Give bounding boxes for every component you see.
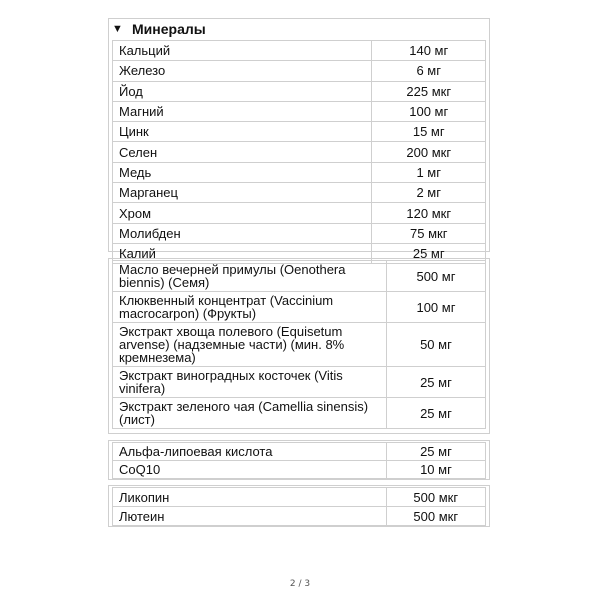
nutrient-amount: 500 мкг — [386, 488, 485, 507]
table-row — [113, 292, 486, 323]
nutrient-amount: 50 мг — [386, 323, 485, 367]
nutrient-name: Лютеин — [113, 507, 387, 526]
nutrient-amount: 25 мг — [372, 243, 486, 263]
table-row — [113, 61, 486, 81]
nutrient-amount: 225 мкг — [372, 81, 486, 101]
nutrient-name: Экстракт хвоща полевого (Equisetum arvense) (надземные части) (мин. 8% кремнезема) — [113, 323, 387, 367]
table-row — [113, 443, 486, 461]
nutrient-amount: 15 мг — [372, 122, 486, 142]
nutrient-name: Ликопин — [113, 488, 387, 507]
nutrient-name: Молибден — [113, 223, 372, 243]
table-row — [113, 203, 486, 223]
nutrient-amount: 25 мг — [386, 367, 485, 398]
nutrient-name: Хром — [113, 203, 372, 223]
table-row — [113, 323, 486, 367]
carotenoids-table — [112, 487, 486, 526]
nutrient-amount: 140 мг — [372, 41, 486, 61]
table-row — [113, 183, 486, 203]
minerals-title: Минералы — [132, 21, 206, 37]
table-row — [113, 398, 486, 429]
nutrient-amount: 25 мг — [386, 398, 485, 429]
nutrient-name: Медь — [113, 162, 372, 182]
nutrient-name: Марганец — [113, 183, 372, 203]
nutrient-amount: 1 мг — [372, 162, 486, 182]
nutrient-amount: 200 мкг — [372, 142, 486, 162]
nutrient-amount: 25 мг — [386, 443, 485, 461]
nutrient-name: Селен — [113, 142, 372, 162]
page-number: 2 / 3 — [289, 579, 311, 589]
table-row — [113, 461, 486, 479]
nutrient-name: Экстракт зеленого чая (Camellia sinensis) (лист) — [113, 398, 387, 429]
nutrient-name: Экстракт виноградных косточек (Vitis vinifera) — [113, 367, 387, 398]
table-row — [113, 261, 486, 292]
nutrient-amount: 75 мкг — [372, 223, 486, 243]
nutrient-name: Альфа-липоевая кислота — [113, 443, 387, 461]
minerals-header[interactable] — [108, 20, 488, 38]
minerals-table — [112, 40, 486, 264]
nutrient-amount: 500 мкг — [386, 507, 485, 526]
table-row — [113, 507, 486, 526]
collapse-triangle-icon[interactable]: ▼ — [112, 23, 123, 35]
nutrient-name: CoQ10 — [113, 461, 387, 479]
nutrient-name: Йод — [113, 81, 372, 101]
table-row — [113, 41, 486, 61]
nutrient-amount: 120 мкг — [372, 203, 486, 223]
table-row — [113, 223, 486, 243]
nutrient-amount: 500 мг — [386, 261, 485, 292]
table-row — [113, 81, 486, 101]
nutrient-name: Цинк — [113, 122, 372, 142]
table-row — [113, 367, 486, 398]
nutrient-name: Магний — [113, 101, 372, 121]
nutrient-amount: 2 мг — [372, 183, 486, 203]
nutrient-name: Калий — [113, 243, 372, 263]
nutrient-name: Масло вечерней примулы (Oenothera biennis) (Семя) — [113, 261, 387, 292]
herbs-table — [112, 260, 486, 429]
table-row — [113, 142, 486, 162]
table-row — [113, 101, 486, 121]
nutrient-amount: 100 мг — [386, 292, 485, 323]
nutrient-name: Кальций — [113, 41, 372, 61]
nutrient-amount: 6 мг — [372, 61, 486, 81]
table-row — [113, 488, 486, 507]
table-row — [113, 162, 486, 182]
nutrient-name: Клюквенный концентрат (Vaccinium macrocarpon) (Фрукты) — [113, 292, 387, 323]
nutrient-amount: 10 мг — [386, 461, 485, 479]
nutrient-name: Железо — [113, 61, 372, 81]
acids-table — [112, 442, 486, 479]
table-row — [113, 122, 486, 142]
nutrient-amount: 100 мг — [372, 101, 486, 121]
